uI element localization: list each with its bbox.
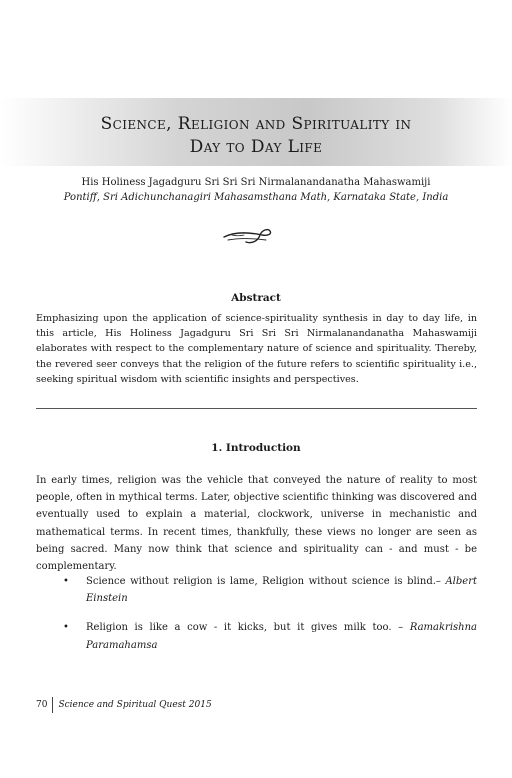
flourish-ornament-icon <box>222 226 274 248</box>
quote-item <box>36 619 477 653</box>
abstract-text: Emphasizing upon the application of science-spirituality synthesis in day to day life, in this article, His Holiness Jagadguru Sri Sri Sri Nirmalanandanatha Mahaswamiji elaborates with respect to the complementary nature of science and spirituality. Thereby, the revered seer conveys that the religion of the future refers to scientific spirituality i.e., seeking spiritual wisdom with scientific insights and perspectives. <box>36 313 477 385</box>
journal-name: Science and Spiritual Quest 2015 <box>58 700 212 710</box>
introduction-paragraph: In early times, religion was the vehicle that conveyed the nature of reality to most people, often in mythical terms. Later, objective scientific thinking was discovered and eventually used to explain a material, clockwork, universe in mechanistic and mathematical terms. In recent times, thankfully, these views no longer are seen as being sacred. Many now think that science and spirituality can - and must - be complementary. <box>36 475 477 573</box>
quote-attribution: Albert Einstein <box>86 576 477 605</box>
quote-text: Science without religion is lame, Religion without science is blind.– <box>86 576 446 587</box>
section-heading-introduction: 1. Introduction <box>211 442 301 454</box>
page-footer <box>36 696 212 714</box>
article-title-line-2: Day to Day Life <box>189 137 323 157</box>
page-number: 70 <box>36 700 48 710</box>
quote-list <box>36 573 477 666</box>
abstract-heading: Abstract <box>231 292 281 304</box>
author-affiliation: Pontiff, Sri Adichunchanagiri Mahasamsthana Math, Karnataka State, India <box>63 192 449 203</box>
quote-item <box>36 573 477 607</box>
footer-divider <box>52 697 53 713</box>
quote-text: Religion is like a cow - it kicks, but it gives milk too. – <box>86 622 410 634</box>
author-name: His Holiness Jagadguru Sri Sri Sri Nirmalanandanatha Mahaswamiji <box>81 177 431 188</box>
article-title-line-1: Science, Religion and Spirituality in <box>100 114 412 134</box>
bullet-icon: • <box>63 622 69 634</box>
abstract-divider <box>36 408 477 409</box>
quote-attribution: Ramakrishna Paramahamsa <box>86 622 477 651</box>
bullet-icon: • <box>63 576 69 587</box>
